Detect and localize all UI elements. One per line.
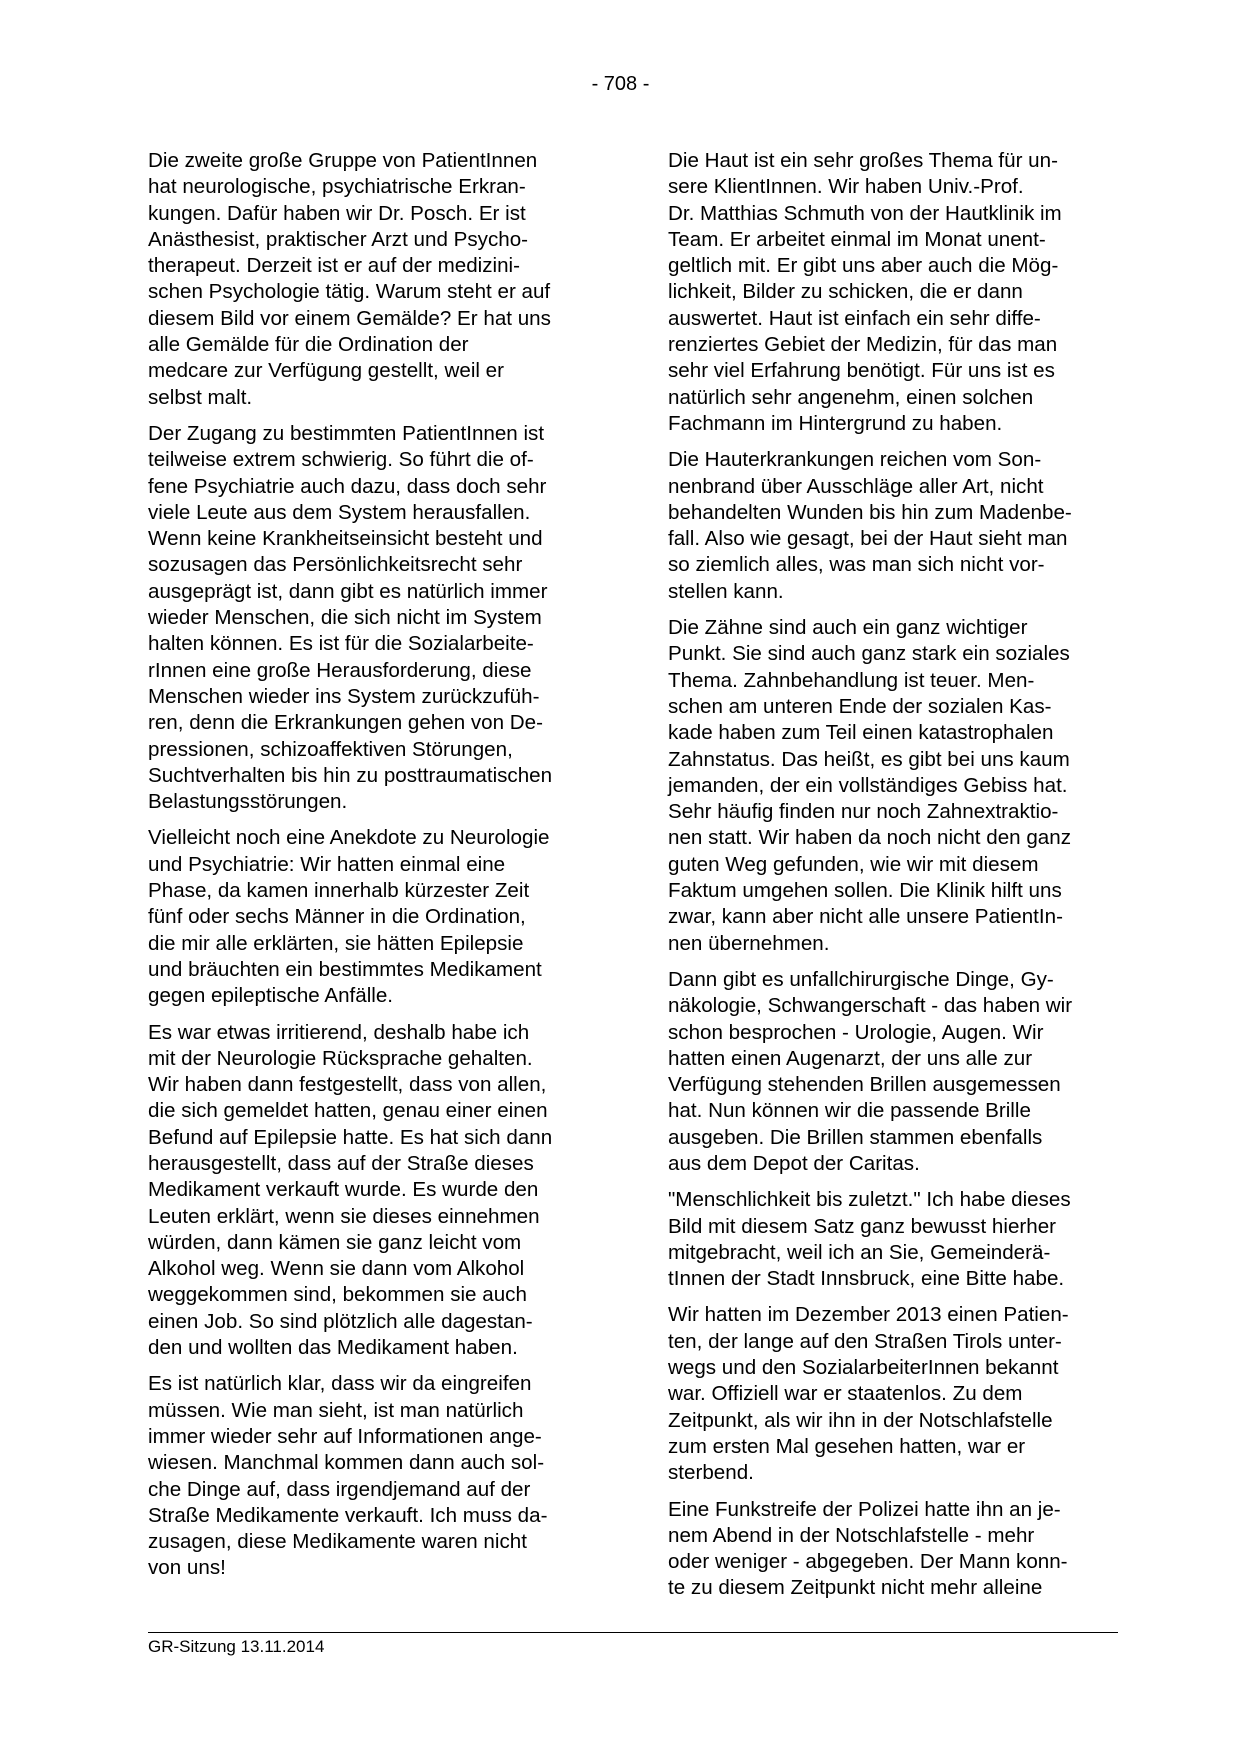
paragraph: Der Zugang zu bestimmten PatientInnen ist teilweise extrem schwierig. So führt die of- fene Psychiatrie auch dazu, dass doch sehr viele Leute aus dem System herausfallen. Wenn keine Krankheitseinsicht besteht und sozusagen das Persönlichkeitsrecht sehr ausgeprägt ist, dann gibt es natürlich immer wieder Menschen, die sich nicht im System halten können. Es ist für die Sozialarbeite- rInnen eine große Herausforderung, diese Menschen wieder ins System zurückzufüh- ren, denn die Erkrankungen gehen von De- pressionen, schizoaffektiven Störungen, Suchtverhalten bis hin zu posttraumatischen Belastungsstörungen. [148, 421, 553, 814]
left-column [148, 148, 608, 1592]
paragraph: Die Haut ist ein sehr großes Thema für un- sere KlientInnen. Wir haben Univ.-Prof. Dr. Matthias Schmuth von der Hautklinik im Team. Er arbeitet einmal im Monat unent- geltlich mit. Er gibt uns aber auch die Mög- lichkeit, Bilder zu schicken, die er dann auswertet. Haut ist einfach ein sehr diffe- renziertes Gebiet der Medizin, für das man sehr viel Erfahrung benötigt. Für uns ist es natürlich sehr angenehm, einen solchen Fachmann im Hintergrund zu haben. [668, 149, 1062, 435]
page-number: - 708 - [591, 73, 650, 95]
right-column [668, 148, 1128, 1612]
paragraph: Die Zähne sind auch ein ganz wichtiger Punkt. Sie sind auch ganz stark ein soziales Thema. Zahnbehandlung ist teuer. Men- schen am unteren Ende der sozialen Kas- kade haben zum Teil einen katastrophalen Zahnstatus. Das heißt, es gibt bei uns kaum jemanden, der ein vollständiges Gebiss hat. Sehr häufig finden nur noch Zahnextraktio- nen statt. Wir haben da noch nicht den ganz guten Weg gefunden, wie wir mit diesem Faktum umgehen sollen. Die Klinik hilft uns zwar, kann aber nicht alle unsere PatientIn- nen übernehmen. [668, 616, 1071, 955]
paragraph: Es ist natürlich klar, dass wir da eingreifen müssen. Wie man sieht, ist man natürlich immer wieder sehr auf Informationen ange- wiesen. Manchmal kommen dann auch sol- che Dinge auf, dass irgendjemand auf der Straße Medikamente verkauft. Ich muss da- zusagen, diese Medikamente waren nicht von uns! [148, 1372, 548, 1580]
footer-session-date: GR-Sitzung 13.11.2014 [148, 1637, 325, 1656]
paragraph: "Menschlichkeit bis zuletzt." Ich habe dieses Bild mit diesem Satz ganz bewusst hierher mitgebracht, weil ich an Sie, Gemeinderä- tInnen der Stadt Innsbruck, eine Bitte habe. [668, 1188, 1071, 1291]
paragraph: Die zweite große Gruppe von PatientInnen hat neurologische, psychiatrische Erkran- kungen. Dafür haben wir Dr. Posch. Er ist Anästhesist, praktischer Arzt und Psycho- therapeut. Derzeit ist er auf der medizini- schen Psychologie tätig. Warum steht er auf diesem Bild vor einem Gemälde? Er hat uns alle Gemälde für die Ordination der medcare zur Verfügung gestellt, weil er selbst malt. [148, 149, 551, 409]
paragraph: Wir hatten im Dezember 2013 einen Patien- ten, der lange auf den Straßen Tirols unter- wegs und den SozialarbeiterInnen bekannt war. Offiziell war er staatenlos. Zu dem Zeitpunkt, als wir ihn in der Notschlafstelle zum ersten Mal gesehen hatten, war er sterbend. [668, 1303, 1069, 1485]
paragraph: Vielleicht noch eine Anekdote zu Neurologie und Psychiatrie: Wir hatten einmal eine Phase, da kamen innerhalb kürzester Zeit fünf oder sechs Männer in die Ordination, die mir alle erklärten, sie hätten Epilepsie und bräuchten ein bestimmtes Medikament gegen epileptische Anfälle. [148, 826, 550, 1008]
paragraph: Eine Funkstreife der Polizei hatte ihn an je- nem Abend in der Notschlafstelle - mehr oder weniger - abgegeben. Der Mann konn- te zu diesem Zeitpunkt nicht mehr alleine [668, 1497, 1068, 1600]
footer-divider [148, 1632, 1118, 1633]
paragraph: Es war etwas irritierend, deshalb habe ich mit der Neurologie Rücksprache gehalten. Wir haben dann festgestellt, dass von allen, die sich gemeldet hatten, genau einer einen Befund auf Epilepsie hatte. Es hat sich dann herausgestellt, dass auf der Straße dieses Medikament verkauft wurde. Es wurde den Leuten erklärt, wenn sie dieses einnehmen würden, dann kämen sie ganz leicht vom Alkohol weg. Wenn sie dann vom Alkohol weggekommen sind, bekommen sie auch einen Job. So sind plötzlich alle dagestan- den und wollten das Medikament haben. [148, 1020, 553, 1360]
paragraph: Dann gibt es unfallchirurgische Dinge, Gy- näkologie, Schwangerschaft - das haben wir schon besprochen - Urologie, Augen. Wir hatten einen Augenarzt, der uns alle zur Verfügung stehenden Brillen ausgemessen hat. Nun können wir die passende Brille ausgeben. Die Brillen stammen ebenfalls aus dem Depot der Caritas. [668, 967, 1073, 1175]
paragraph: Die Hauterkrankungen reichen vom Son- nenbrand über Ausschläge aller Art, nicht behandelten Wunden bis hin zum Madenbe- fall. Also wie gesagt, bei der Haut sieht man so ziemlich alles, was man sich nicht vor- stellen kann. [668, 448, 1072, 603]
